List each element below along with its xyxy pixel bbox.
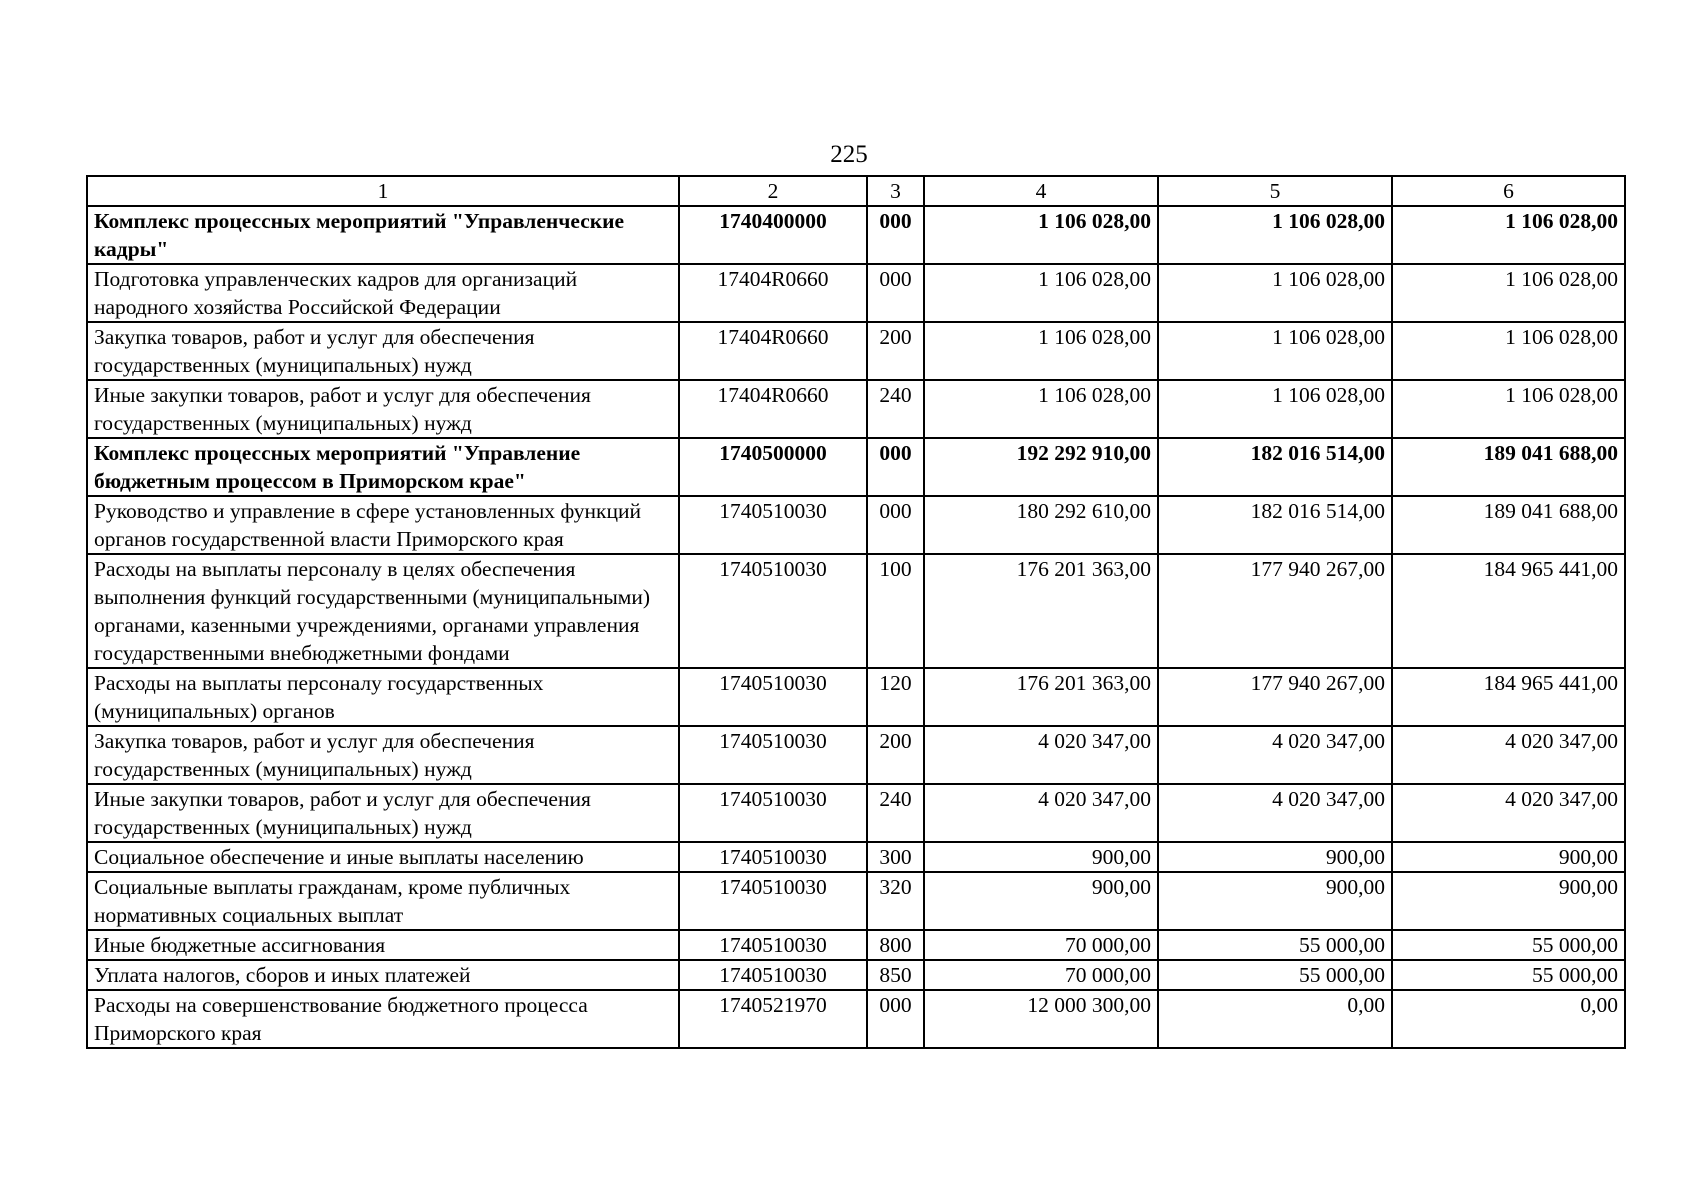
target-code-cell: 1740510030 [679, 842, 867, 872]
row-name-cell: Социальное обеспечение и иные выплаты населению [87, 842, 679, 872]
amount-cell-col6: 1 106 028,00 [1392, 206, 1625, 264]
row-name-cell: Комплекс процессных мероприятий "Управленческие кадры" [87, 206, 679, 264]
amount-cell-col6: 1 106 028,00 [1392, 264, 1625, 322]
target-code-cell: 1740500000 [679, 438, 867, 496]
amount-cell-col5: 4 020 347,00 [1158, 726, 1392, 784]
target-code-cell: 1740510030 [679, 930, 867, 960]
amount-cell-col5: 55 000,00 [1158, 960, 1392, 990]
target-code-cell: 1740510030 [679, 496, 867, 554]
column-header: 1 [87, 176, 679, 206]
amount-cell-col5: 177 940 267,00 [1158, 554, 1392, 668]
column-header: 2 [679, 176, 867, 206]
expense-type-cell: 200 [867, 322, 924, 380]
row-name-cell: Социальные выплаты гражданам, кроме публичных нормативных социальных выплат [87, 872, 679, 930]
amount-cell-col6: 900,00 [1392, 842, 1625, 872]
expense-type-cell: 000 [867, 206, 924, 264]
table-row [87, 990, 1625, 1048]
amount-cell-col6: 900,00 [1392, 872, 1625, 930]
amount-cell-col4: 1 106 028,00 [924, 322, 1158, 380]
amount-cell-col6: 0,00 [1392, 990, 1625, 1048]
table-row [87, 784, 1625, 842]
amount-cell-col5: 4 020 347,00 [1158, 784, 1392, 842]
expense-type-cell: 300 [867, 842, 924, 872]
amount-cell-col5: 55 000,00 [1158, 930, 1392, 960]
amount-cell-col4: 176 201 363,00 [924, 668, 1158, 726]
amount-cell-col4: 4 020 347,00 [924, 726, 1158, 784]
amount-cell-col5: 177 940 267,00 [1158, 668, 1392, 726]
expense-type-cell: 200 [867, 726, 924, 784]
row-name-cell: Закупка товаров, работ и услуг для обеспечения государственных (муниципальных) нужд [87, 322, 679, 380]
amount-cell-col4: 70 000,00 [924, 930, 1158, 960]
amount-cell-col4: 12 000 300,00 [924, 990, 1158, 1048]
target-code-cell: 17404R0660 [679, 380, 867, 438]
expense-type-cell: 320 [867, 872, 924, 930]
amount-cell-col4: 176 201 363,00 [924, 554, 1158, 668]
amount-cell-col5: 1 106 028,00 [1158, 380, 1392, 438]
row-name-cell: Расходы на совершенствование бюджетного процесса Приморского края [87, 990, 679, 1048]
amount-cell-col6: 55 000,00 [1392, 960, 1625, 990]
amount-cell-col6: 1 106 028,00 [1392, 322, 1625, 380]
amount-cell-col4: 4 020 347,00 [924, 784, 1158, 842]
expense-type-cell: 850 [867, 960, 924, 990]
row-name-cell: Подготовка управленческих кадров для организаций народного хозяйства Российской Федерации [87, 264, 679, 322]
table-row [87, 668, 1625, 726]
expense-type-cell: 240 [867, 380, 924, 438]
amount-cell-col4: 900,00 [924, 872, 1158, 930]
row-name-cell: Иные бюджетные ассигнования [87, 930, 679, 960]
table-row [87, 206, 1625, 264]
amount-cell-col6: 189 041 688,00 [1392, 438, 1625, 496]
amount-cell-col4: 180 292 610,00 [924, 496, 1158, 554]
target-code-cell: 17404R0660 [679, 264, 867, 322]
amount-cell-col6: 189 041 688,00 [1392, 496, 1625, 554]
amount-cell-col4: 1 106 028,00 [924, 264, 1158, 322]
header-row [87, 176, 1625, 206]
amount-cell-col4: 1 106 028,00 [924, 206, 1158, 264]
column-header: 3 [867, 176, 924, 206]
target-code-cell: 1740510030 [679, 784, 867, 842]
column-header: 4 [924, 176, 1158, 206]
expense-type-cell: 000 [867, 438, 924, 496]
amount-cell-col5: 1 106 028,00 [1158, 264, 1392, 322]
row-name-cell: Уплата налогов, сборов и иных платежей [87, 960, 679, 990]
amount-cell-col5: 900,00 [1158, 872, 1392, 930]
amount-cell-col5: 1 106 028,00 [1158, 206, 1392, 264]
amount-cell-col5: 900,00 [1158, 842, 1392, 872]
amount-cell-col4: 900,00 [924, 842, 1158, 872]
target-code-cell: 1740510030 [679, 960, 867, 990]
table-row [87, 554, 1625, 668]
target-code-cell: 1740510030 [679, 872, 867, 930]
expense-type-cell: 000 [867, 496, 924, 554]
row-name-cell: Закупка товаров, работ и услуг для обеспечения государственных (муниципальных) нужд [87, 726, 679, 784]
table-row [87, 726, 1625, 784]
row-name-cell: Иные закупки товаров, работ и услуг для обеспечения государственных (муниципальных) нужд [87, 784, 679, 842]
amount-cell-col4: 1 106 028,00 [924, 380, 1158, 438]
amount-cell-col4: 192 292 910,00 [924, 438, 1158, 496]
amount-cell-col6: 184 965 441,00 [1392, 668, 1625, 726]
table-row [87, 842, 1625, 872]
expense-type-cell: 120 [867, 668, 924, 726]
row-name-cell: Иные закупки товаров, работ и услуг для обеспечения государственных (муниципальных) нужд [87, 380, 679, 438]
expense-type-cell: 000 [867, 990, 924, 1048]
row-name-cell: Расходы на выплаты персоналу государственных (муниципальных) органов [87, 668, 679, 726]
column-header: 5 [1158, 176, 1392, 206]
target-code-cell: 1740510030 [679, 668, 867, 726]
amount-cell-col6: 4 020 347,00 [1392, 726, 1625, 784]
amount-cell-col6: 184 965 441,00 [1392, 554, 1625, 668]
table-row [87, 960, 1625, 990]
amount-cell-col5: 1 106 028,00 [1158, 322, 1392, 380]
amount-cell-col5: 182 016 514,00 [1158, 438, 1392, 496]
row-name-cell: Руководство и управление в сфере установленных функций органов государственной власти Приморского края [87, 496, 679, 554]
expense-type-cell: 800 [867, 930, 924, 960]
amount-cell-col6: 1 106 028,00 [1392, 380, 1625, 438]
target-code-cell: 1740510030 [679, 554, 867, 668]
table-row [87, 264, 1625, 322]
amount-cell-col5: 182 016 514,00 [1158, 496, 1392, 554]
row-name-cell: Расходы на выплаты персоналу в целях обеспечения выполнения функций государственными (муниципальными) органами, казенными учреждениями, органами управления государственными внебюджетными фондами [87, 554, 679, 668]
target-code-cell: 1740400000 [679, 206, 867, 264]
table-row [87, 930, 1625, 960]
target-code-cell: 1740510030 [679, 726, 867, 784]
expense-type-cell: 000 [867, 264, 924, 322]
page-number: 225 [830, 141, 868, 168]
amount-cell-col5: 0,00 [1158, 990, 1392, 1048]
table-row [87, 322, 1625, 380]
expense-type-cell: 100 [867, 554, 924, 668]
target-code-cell: 1740521970 [679, 990, 867, 1048]
expense-type-cell: 240 [867, 784, 924, 842]
budget-table [86, 175, 1626, 1049]
table-row [87, 872, 1625, 930]
column-header: 6 [1392, 176, 1625, 206]
amount-cell-col4: 70 000,00 [924, 960, 1158, 990]
table-row [87, 438, 1625, 496]
target-code-cell: 17404R0660 [679, 322, 867, 380]
row-name-cell: Комплекс процессных мероприятий "Управление бюджетным процессом в Приморском крае" [87, 438, 679, 496]
amount-cell-col6: 4 020 347,00 [1392, 784, 1625, 842]
table-row [87, 380, 1625, 438]
table-row [87, 496, 1625, 554]
amount-cell-col6: 55 000,00 [1392, 930, 1625, 960]
